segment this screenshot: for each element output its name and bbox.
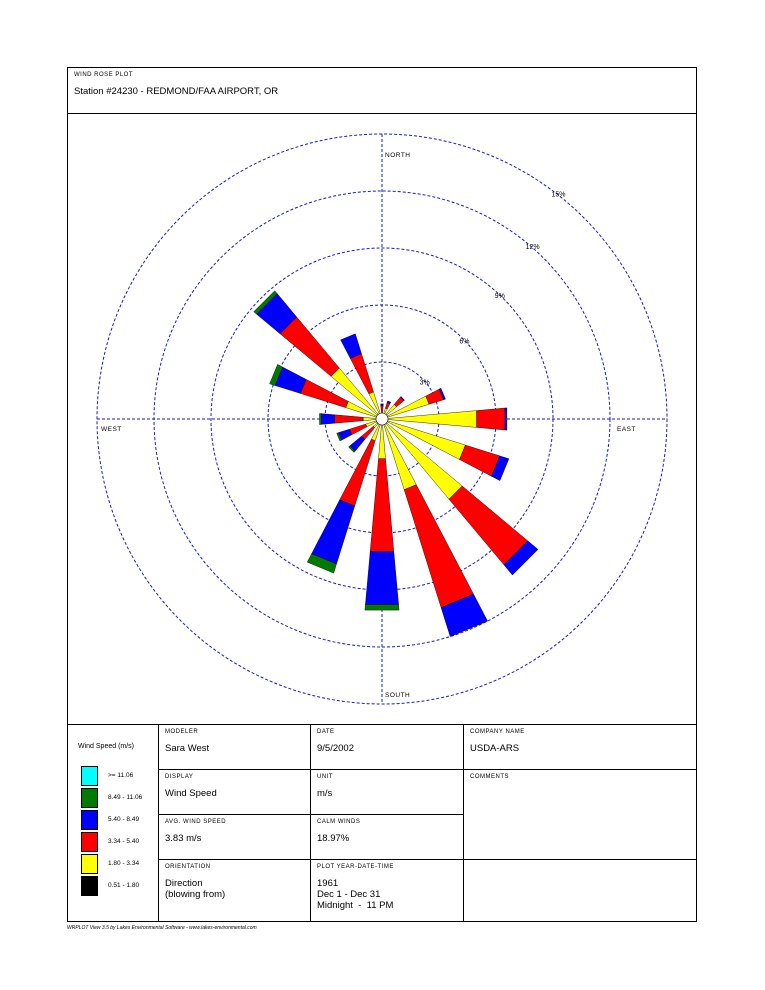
- legend-panel: [68, 725, 159, 922]
- petal-e-class-3: [505, 408, 507, 430]
- calm-winds-cell: [311, 815, 464, 860]
- company-value: USDA-ARS: [470, 743, 520, 754]
- orientation-value: Direction (blowing from): [165, 878, 226, 900]
- legend-swatch-8-11: [81, 788, 98, 808]
- label-south: SOUTH: [385, 692, 411, 699]
- comments-label: COMMENTS: [470, 774, 509, 780]
- petal-s-class-3: [365, 552, 398, 605]
- petal-w-class-3: [321, 414, 334, 425]
- legend-title: Wind Speed (m/s): [78, 743, 135, 750]
- petal-wsw-class-2: [349, 424, 366, 435]
- ring-label-3: 3%: [419, 379, 430, 387]
- plot-period-value: 1961 Dec 1 - Dec 31 Midnight - 11 PM: [317, 878, 394, 911]
- petal-w-class-2: [335, 415, 363, 423]
- calm-winds-value: 18.97%: [317, 833, 350, 844]
- petal-ssw-class-3: [312, 500, 355, 564]
- petal-n-class-3: [381, 404, 384, 406]
- blank-cell: [464, 860, 696, 922]
- display-cell: [159, 770, 311, 815]
- petal-s-class-2: [370, 459, 394, 552]
- plot-caption: WIND ROSE PLOT: [74, 72, 134, 78]
- comments-cell: [464, 770, 696, 860]
- date-label: DATE: [317, 729, 335, 735]
- unit-value: m/s: [317, 788, 333, 799]
- software-footer: WRPLOT View 3.5 by Lakes Environmental Software - www.lakes-environmental.com: [67, 925, 257, 931]
- avg-speed-cell: [159, 815, 311, 860]
- modeler-value: Sara West: [165, 743, 210, 754]
- legend-label-above-11: >= 11.06: [108, 772, 134, 779]
- ring-label-12: 12%: [525, 243, 540, 251]
- avg-speed-label: AVG. WIND SPEED: [165, 819, 227, 825]
- ring-label-15: 15%: [551, 191, 566, 199]
- display-value: Wind Speed: [165, 788, 217, 799]
- wind-rose-plot-area: [68, 113, 696, 724]
- legend-swatch-above-11: [81, 766, 98, 786]
- label-east: EAST: [617, 426, 636, 433]
- petal-nw-class-2: [280, 317, 339, 376]
- legend-label-1-3: 1.80 - 3.34: [108, 860, 140, 867]
- legend-swatch-1-3: [81, 854, 98, 874]
- info-panel: [68, 724, 696, 922]
- legend-swatch-5-8: [81, 810, 98, 830]
- avg-speed-value: 3.83 m/s: [165, 833, 202, 844]
- legend-label-0-1: 0.51 - 1.80: [108, 882, 140, 889]
- label-north: NORTH: [385, 152, 411, 159]
- date-value: 9/5/2002: [317, 743, 354, 754]
- modeler-cell: [159, 725, 311, 770]
- petal-n-class-2: [381, 406, 383, 414]
- plot-period-cell: [311, 860, 464, 922]
- plot-period-label: PLOT YEAR-DATE-TIME: [317, 864, 394, 870]
- legend-swatch-0-1: [81, 876, 98, 896]
- report-header: [68, 68, 696, 114]
- legend-label-3-5: 3.34 - 5.40: [108, 838, 140, 845]
- unit-label: UNIT: [317, 774, 333, 780]
- petal-e-class-2: [477, 408, 505, 430]
- unit-cell: [311, 770, 464, 815]
- display-label: DISPLAY: [165, 774, 194, 780]
- petal-nnw-class-3: [341, 334, 362, 359]
- legend-label-5-8: 5.40 - 8.49: [108, 816, 140, 823]
- calm-center-circle: [376, 413, 388, 425]
- ring-label-9: 9%: [494, 292, 505, 300]
- ring-label-6: 6%: [459, 338, 470, 346]
- petal-w-class-4: [320, 413, 322, 424]
- company-label: COMPANY NAME: [470, 729, 525, 735]
- petal-ssw-class-2: [340, 439, 376, 506]
- wind-rose-report: [67, 67, 697, 922]
- legend-label-8-11: 8.49 - 11.06: [108, 794, 143, 801]
- modeler-label: MODELER: [165, 729, 199, 735]
- date-cell: [311, 725, 464, 770]
- wind-rose-chart: [68, 113, 696, 724]
- orientation-cell: [159, 860, 311, 922]
- petal-s-class-4: [365, 605, 399, 611]
- company-cell: [464, 725, 696, 770]
- calm-winds-label: CALM WINDS: [317, 819, 361, 825]
- orientation-label: ORIENTATION: [165, 864, 211, 870]
- legend-swatch-3-5: [81, 832, 98, 852]
- label-west: WEST: [101, 426, 122, 433]
- station-title: Station #24230 - REDMOND/FAA AIRPORT, OR: [74, 86, 279, 97]
